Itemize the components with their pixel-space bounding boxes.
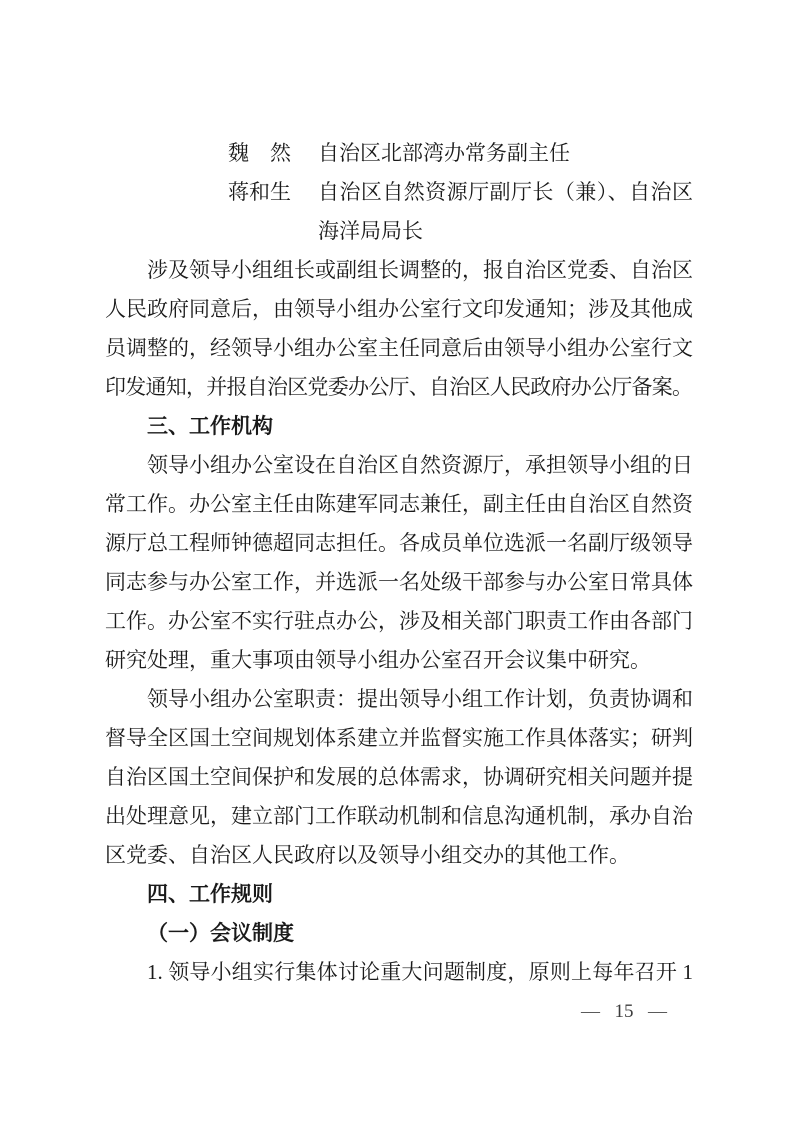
body-line: 自治区国土空间保护和发展的总体需求，协调研究相关问题并提 bbox=[105, 765, 693, 789]
body-line: 员调整的，经领导小组办公室主任同意后由领导小组办公室行文 bbox=[105, 336, 693, 360]
body-line: 领导小组办公室职责：提出领导小组工作计划，负责协调和 bbox=[147, 687, 693, 711]
section-heading-4: 四、工作规则 bbox=[147, 883, 273, 906]
body-line: 领导小组办公室设在自治区自然资源厅，承担领导小组的日 bbox=[147, 453, 693, 477]
body-line: 同志参与办公室工作，并选派一名处级干部参与办公室日常具体 bbox=[105, 570, 693, 594]
body-line: 1. 领导小组实行集体讨论重大问题制度，原则上每年召开 1 bbox=[147, 960, 693, 984]
page-number-value: 15 bbox=[614, 1001, 634, 1022]
member-name: 魏 然 bbox=[228, 141, 291, 165]
body-line: 研究处理，重大事项由领导小组办公室召开会议集中研究。 bbox=[105, 648, 651, 672]
member-title: 自治区北部湾办常务副主任 bbox=[318, 141, 570, 165]
body-line: 督导全区国土空间规划体系建立并监督实施工作具体落实；研判 bbox=[105, 726, 693, 750]
subsection-heading-1: （一）会议制度 bbox=[147, 921, 294, 945]
body-line: 人民政府同意后，由领导小组办公室行文印发通知；涉及其他成 bbox=[105, 297, 693, 321]
page-number-dash-left: — bbox=[581, 1001, 600, 1022]
page-number bbox=[581, 1001, 667, 1023]
body-line: 印发通知，并报自治区党委办公厅、自治区人民政府办公厅备案。 bbox=[105, 375, 693, 399]
body-line: 常工作。办公室主任由陈建军同志兼任，副主任由自治区自然资 bbox=[105, 492, 693, 516]
member-line-jiang-hesheng bbox=[105, 173, 693, 212]
document-body bbox=[105, 134, 693, 992]
body-line: 涉及领导小组组长或副组长调整的，报自治区党委、自治区 bbox=[147, 258, 693, 282]
body-line: 出处理意见，建立部门工作联动机制和信息沟通机制，承办自治 bbox=[105, 804, 693, 828]
member-line-wei-ran bbox=[105, 134, 693, 173]
member-title-continuation: 海洋局局长 bbox=[318, 219, 423, 243]
body-line: 区党委、自治区人民政府以及领导小组交办的其他工作。 bbox=[105, 843, 630, 867]
member-name: 蒋和生 bbox=[228, 180, 291, 204]
section-heading-3: 三、工作机构 bbox=[147, 415, 273, 438]
body-line: 工作。办公室不实行驻点办公，涉及相关部门职责工作由各部门 bbox=[105, 609, 693, 633]
member-title: 自治区自然资源厅副厅长（兼）、自治区 bbox=[318, 180, 693, 204]
page-number-dash-right: — bbox=[648, 1001, 667, 1022]
body-line: 源厅总工程师钟德超同志担任。各成员单位选派一名副厅级领导 bbox=[105, 531, 693, 555]
